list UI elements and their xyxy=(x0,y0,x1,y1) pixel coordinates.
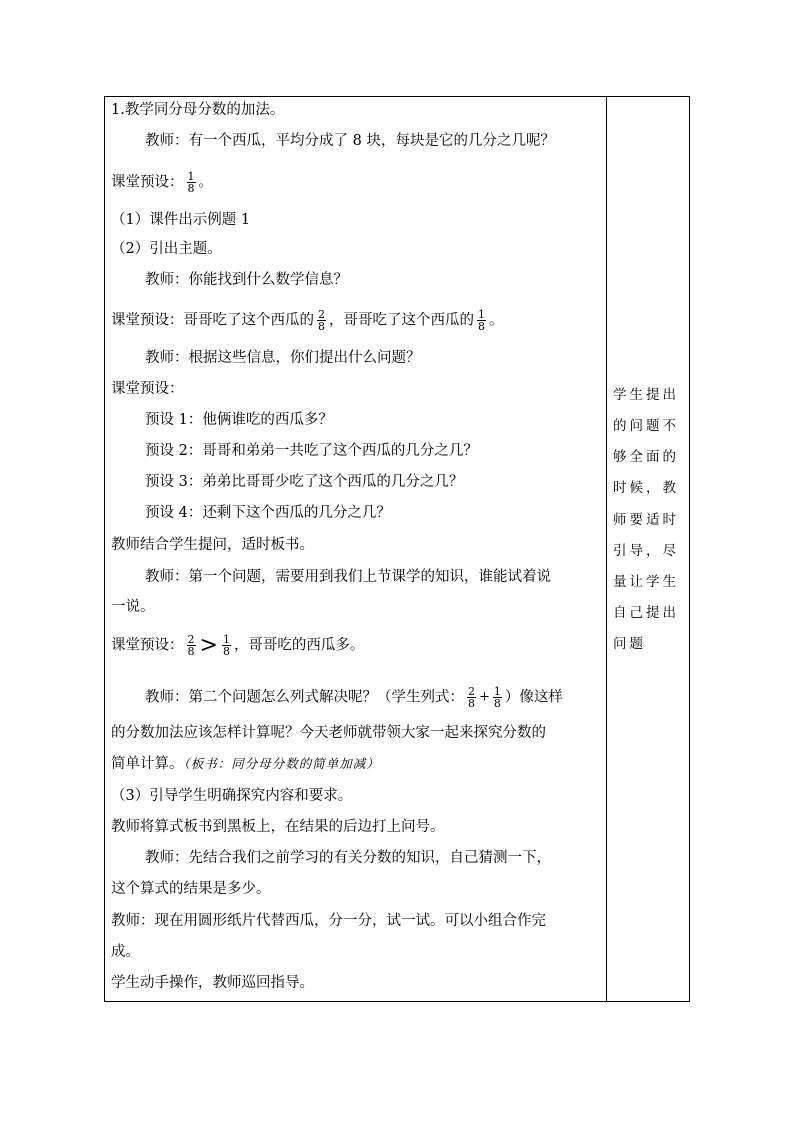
side-note-line: 问题 xyxy=(613,636,646,652)
plus-symbol: + xyxy=(479,689,490,705)
text-line: 教师：根据这些信息，你们提出什么问题？ xyxy=(145,350,421,366)
side-note-line: 的问题不 xyxy=(613,418,679,434)
fraction: $\frac{2}{8}$ xyxy=(187,633,195,658)
text-line: 这个算式的结果是多少。 xyxy=(111,881,271,897)
side-note-line: 引导，尽 xyxy=(613,543,679,559)
text-line: 教师：有一个西瓜，平均分成了 8 块，每块是它的几分之几呢？ xyxy=(145,133,555,149)
text-line: 的分数加法应该怎样计算呢？今天老师就带领大家一起来探究分数的 xyxy=(111,725,546,741)
fraction: $\frac{1}{8}$ xyxy=(187,170,195,195)
text-line: 预设 2：哥哥和弟弟一共吃了这个西瓜的几分之几？ xyxy=(145,443,478,459)
text-line: 教师将算式板书到黑板上，在结果的后边打上问号。 xyxy=(111,819,445,835)
text-line: 预设 3：弟弟比哥哥少吃了这个西瓜的几分之几？ xyxy=(145,474,464,490)
text-line: 课堂预设： $\frac{1}{8}$ 。 xyxy=(111,170,213,195)
side-note-line: 够全面的 xyxy=(613,449,679,465)
side-note-line: 时候，教 xyxy=(613,480,679,496)
text-line: 一说。 xyxy=(111,599,155,615)
fraction: $\frac{1}{8}$ xyxy=(493,685,501,710)
text-line: （3）引导学生明确探究内容和要求。 xyxy=(111,788,353,804)
text-line: 教师：你能找到什么数学信息？ xyxy=(145,272,348,288)
text-line: 预设 1：他俩谁吃的西瓜多？ xyxy=(145,412,333,428)
text-line: （1）课件出示例题 1 xyxy=(111,212,251,228)
fraction: $\frac{2}{8}$ xyxy=(318,308,325,333)
text-line: 教师：先结合我们之前学习的有关分数的知识，自己猜测一下， xyxy=(145,850,551,866)
text-line: 学生动手操作，教师巡回指导。 xyxy=(111,975,314,991)
greater-than-symbol: > xyxy=(199,632,218,658)
board-note: （板书：同分母分数的简单加减） xyxy=(183,756,380,771)
side-note-line: 学生提出 xyxy=(613,387,679,403)
text-line: 课堂预设： xyxy=(111,381,184,397)
lesson-table xyxy=(104,96,690,1002)
text-line: 简单计算。（板书：同分母分数的简单加减） xyxy=(111,756,380,772)
fraction: $\frac{2}{8}$ xyxy=(468,685,475,710)
text-line: 预设 4：还剩下这个西瓜的几分之几？ xyxy=(145,505,391,521)
text-line: （2）引出主题。 xyxy=(111,241,222,257)
text-line: 成。 xyxy=(111,944,140,960)
text-line: 教师：第一个问题，需要用到我们上节课学的知识，谁能试着说 xyxy=(145,569,551,585)
text-line: 教师：第二个问题怎么列式解决呢？（学生列式： $\frac{2}{8}$ + $\frac{1}{8}$ ）像这样 xyxy=(145,685,563,710)
fraction: $\frac{1}{8}$ xyxy=(222,633,230,658)
column-divider xyxy=(606,97,607,1001)
text-line: 课堂预设： $\frac{2}{8}$ > $\frac{1}{8}$ ，哥哥吃的西瓜多。 xyxy=(111,632,365,658)
side-note-line: 师要适时 xyxy=(613,512,679,528)
section-heading: 1.教学同分母分数的加法。 xyxy=(111,102,285,118)
fraction: $\frac{1}{8}$ xyxy=(478,308,485,333)
side-note-line: 自己提出 xyxy=(613,605,679,621)
side-note-line: 量让学生 xyxy=(613,574,679,590)
text-line: 课堂预设：哥哥吃了这个西瓜的 $\frac{2}{8}$ ，哥哥吃了这个西瓜的 $\frac{1}{8}$ 。 xyxy=(111,308,504,333)
text-line: 教师：现在用圆形纸片代替西瓜，分一分，试一试。可以小组合作完 xyxy=(111,913,546,929)
text-line: 教师结合学生提问，适时板书。 xyxy=(111,537,314,553)
